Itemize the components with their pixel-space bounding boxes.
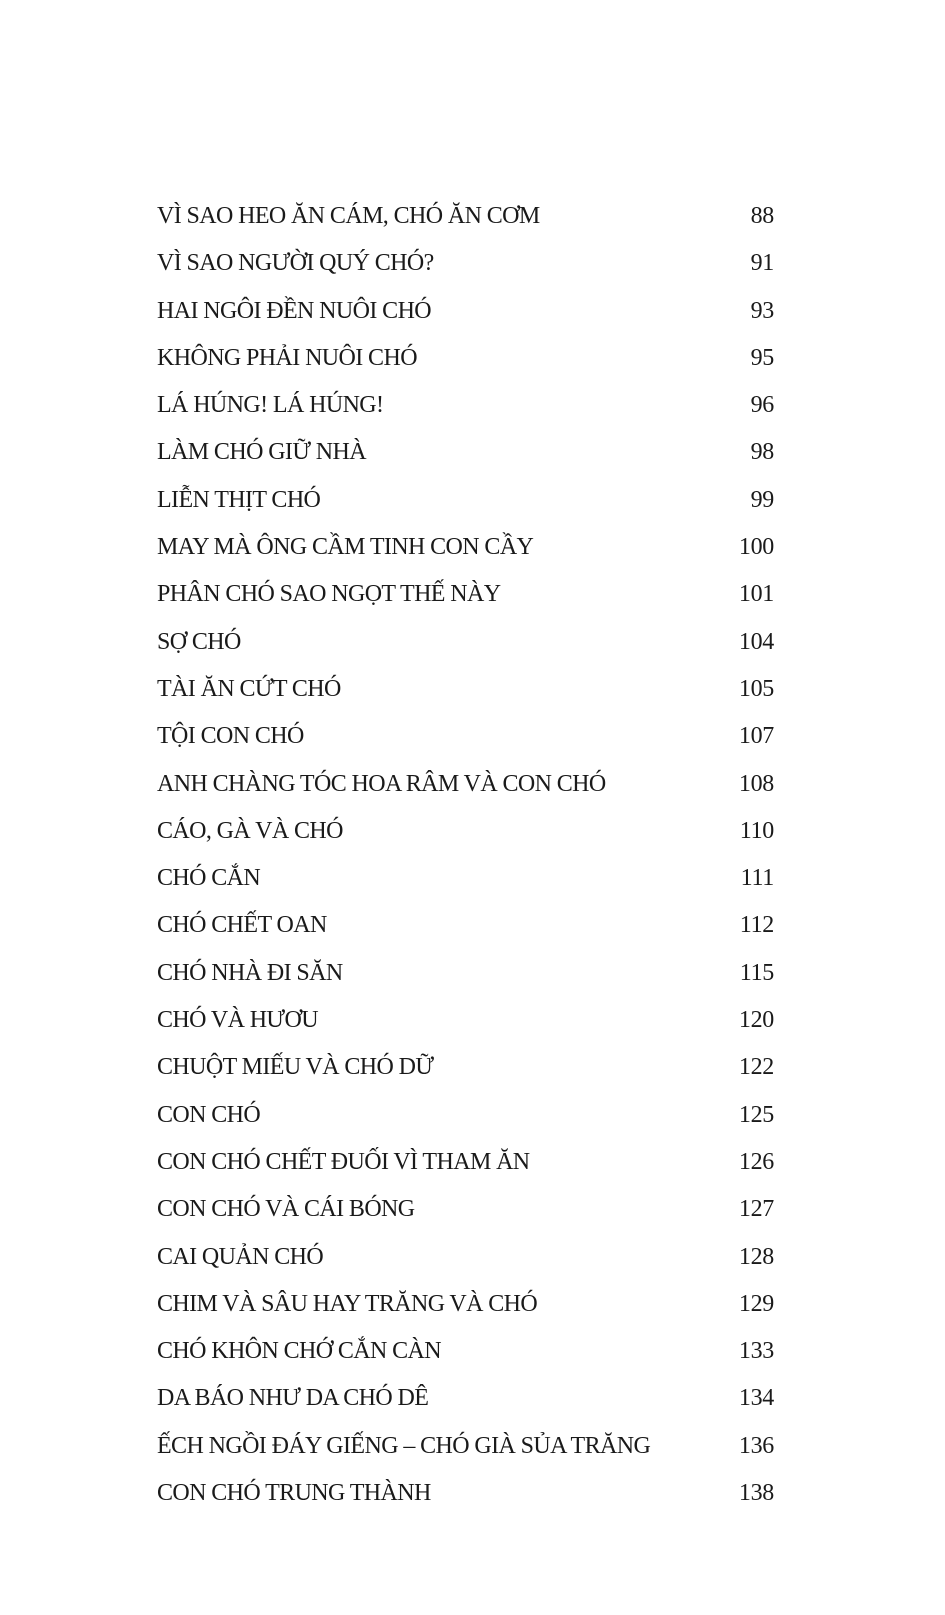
- toc-entry-title: CHIM VÀ SÂU HAY TRĂNG VÀ CHÓ: [157, 1290, 538, 1317]
- toc-entry-page-number: 88: [750, 203, 774, 229]
- toc-entry-page-number: 128: [738, 1243, 774, 1270]
- toc-entry: [157, 1328, 774, 1375]
- toc-entry: [157, 288, 774, 335]
- toc-entry: [157, 761, 774, 808]
- toc-entry: [157, 950, 774, 997]
- toc-entry-page-number: 120: [738, 1007, 774, 1034]
- toc-entry-page-number: 100: [738, 534, 774, 561]
- toc-entry-page-number: 122: [738, 1054, 774, 1081]
- toc-entry-page-number: 127: [738, 1196, 774, 1223]
- table-of-contents: [157, 193, 774, 1517]
- toc-entry-title: CAI QUẢN CHÓ: [157, 1243, 324, 1270]
- toc-entry-page-number: 105: [738, 675, 774, 702]
- toc-entry-title: LÁ HÚNG! LÁ HÚNG!: [157, 392, 384, 419]
- toc-entry-page-number: 112: [739, 912, 774, 939]
- toc-entry: [157, 1234, 774, 1281]
- toc-entry-title: ANH CHÀNG TÓC HOA RÂM VÀ CON CHÓ: [157, 770, 606, 797]
- toc-entry-title: DA BÁO NHƯ DA CHÓ DÊ: [157, 1385, 429, 1412]
- toc-entry-title: CÁO, GÀ VÀ CHÓ: [157, 817, 343, 844]
- toc-entry-page-number: 98: [750, 439, 774, 466]
- toc-entry-title: CON CHÓ VÀ CÁI BÓNG: [157, 1196, 415, 1223]
- toc-entry-page-number: 99: [750, 486, 774, 513]
- toc-entry: [157, 1186, 774, 1233]
- toc-entry-page-number: 95: [750, 344, 774, 371]
- toc-entry-title: PHÂN CHÓ SAO NGỌT THẾ NÀY: [157, 581, 501, 608]
- toc-entry: [157, 477, 774, 524]
- toc-entry: [157, 666, 774, 713]
- toc-entry-title: SỢ CHÓ: [157, 628, 241, 655]
- toc-entry-title: CON CHÓ CHẾT ĐUỐI VÌ THAM ĂN: [157, 1148, 530, 1175]
- toc-entry-title: LÀM CHÓ GIỮ NHÀ: [157, 439, 366, 466]
- toc-entry-page-number: 108: [738, 770, 774, 797]
- toc-entry-title: CHÓ NHÀ ĐI SĂN: [157, 959, 343, 986]
- toc-entry-title: CHÓ CHẾT OAN: [157, 912, 327, 939]
- toc-entry-page-number: 126: [738, 1148, 774, 1175]
- toc-entry-title: HAI NGÔI ĐỀN NUÔI CHÓ: [157, 297, 432, 324]
- toc-entry: [157, 382, 774, 429]
- toc-entry: [157, 619, 774, 666]
- toc-entry-page-number: 101: [738, 581, 774, 608]
- toc-entry-page-number: 133: [738, 1338, 774, 1365]
- toc-entry-title: CON CHÓ: [157, 1101, 261, 1128]
- toc-entry-title: LIỄN THỊT CHÓ: [157, 486, 321, 513]
- toc-entry-title: CHÓ CẮN: [157, 865, 261, 892]
- toc-entry-title: VÌ SAO HEO ĂN CÁM, CHÓ ĂN CƠM: [157, 203, 540, 229]
- toc-entry: [157, 240, 774, 287]
- toc-entry-title: CHUỘT MIẾU VÀ CHÓ DỮ: [157, 1054, 434, 1081]
- toc-entry: [157, 902, 774, 949]
- toc-entry-page-number: 104: [738, 628, 774, 655]
- toc-entry-page-number: 96: [750, 392, 774, 419]
- toc-entry: [157, 1470, 774, 1517]
- toc-entry: [157, 1044, 774, 1091]
- toc-entry-page-number: 129: [738, 1290, 774, 1317]
- toc-entry: [157, 1139, 774, 1186]
- toc-entry: [157, 571, 774, 618]
- toc-entry: [157, 997, 774, 1044]
- toc-entry-title: MAY MÀ ÔNG CẦM TINH CON CẦY: [157, 534, 534, 561]
- toc-entry-title: ẾCH NGỒI ĐÁY GIẾNG – CHÓ GIÀ SỦA TRĂNG: [157, 1432, 651, 1459]
- toc-entry-page-number: 107: [738, 723, 774, 750]
- toc-entry-title: TÀI ĂN CỨT CHÓ: [157, 675, 341, 702]
- toc-entry: [157, 808, 774, 855]
- toc-entry-page-number: 91: [750, 250, 774, 277]
- toc-entry-title: TỘI CON CHÓ: [157, 723, 304, 750]
- toc-entry-page-number: 125: [738, 1101, 774, 1128]
- toc-entry: [157, 1423, 774, 1470]
- toc-entry-page-number: 110: [739, 817, 774, 844]
- toc-entry-title: VÌ SAO NGƯỜI QUÝ CHÓ?: [157, 250, 434, 277]
- toc-entry-page-number: 115: [739, 959, 774, 986]
- toc-entry-page-number: 111: [740, 865, 774, 892]
- toc-entry-page-number: 138: [738, 1480, 774, 1507]
- toc-entry: [157, 335, 774, 382]
- toc-entry-title: CHÓ KHÔN CHỚ CẮN CÀN: [157, 1338, 442, 1365]
- toc-entry-page-number: 93: [750, 297, 774, 324]
- toc-entry: [157, 855, 774, 902]
- toc-entry: [157, 193, 774, 240]
- toc-entry-page-number: 136: [738, 1432, 774, 1459]
- toc-entry: [157, 713, 774, 760]
- toc-entry: [157, 1375, 774, 1422]
- toc-entry: [157, 1281, 774, 1328]
- toc-entry: [157, 1092, 774, 1139]
- toc-entry-title: KHÔNG PHẢI NUÔI CHÓ: [157, 344, 417, 371]
- toc-entry-page-number: 134: [738, 1385, 774, 1412]
- toc-entry: [157, 524, 774, 571]
- toc-entry: [157, 429, 774, 476]
- toc-entry-title: CON CHÓ TRUNG THÀNH: [157, 1480, 431, 1507]
- toc-entry-title: CHÓ VÀ HƯƠU: [157, 1007, 318, 1034]
